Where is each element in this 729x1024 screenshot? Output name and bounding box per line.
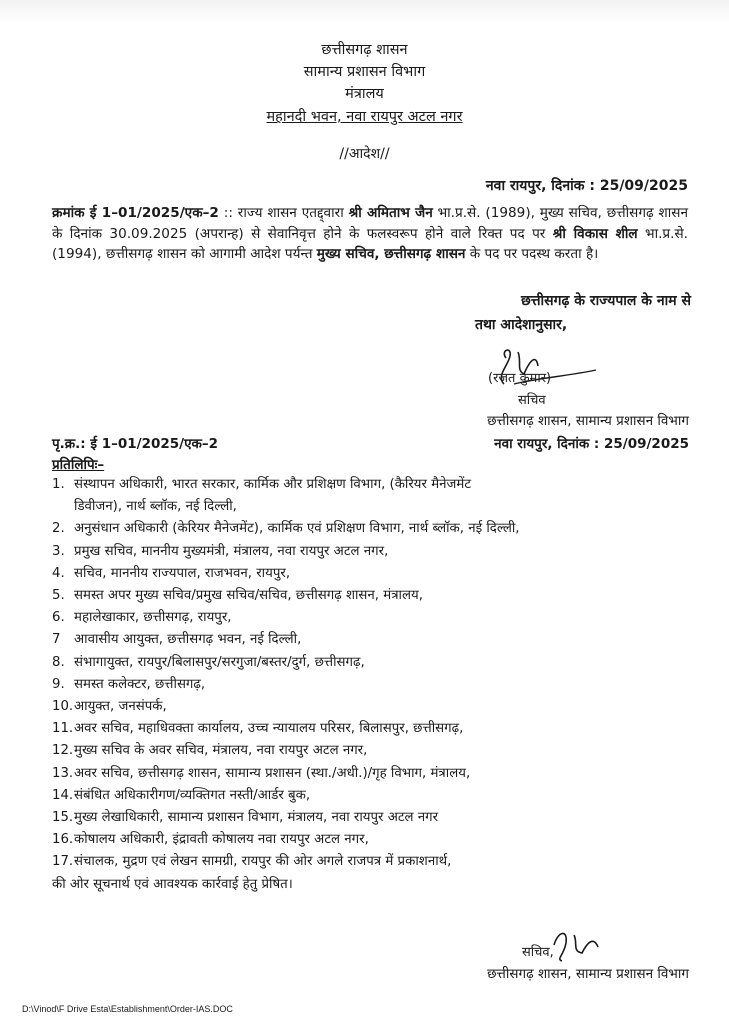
- recipient-item: 16.कोषालय अधिकारी, इंद्रावती कोषालय नवा रायपुर अटल नगर,: [52, 832, 369, 848]
- recipient-item: 17.संचालक, मुद्रण एवं लेखन सामग्री, रायपुर की ओर अगले राजपत्र में प्रकाशनार्थ,: [52, 854, 452, 870]
- governor-line-2: तथा आदेशानुसार,: [475, 317, 568, 333]
- recipient-item: 3. प्रमुख सचिव, माननीय मुख्यमंत्री, मंत्रालय, नवा रायपुर अटल नगर,: [52, 543, 389, 559]
- recipient-list: [52, 474, 702, 896]
- recipient-item-continuation: डिवीजन), नार्थ ब्लॉक, नई दिल्ली,: [74, 499, 237, 515]
- order-text-b: भा.प्र.से. (1989), मुख्य सचिव, छत्तीसगढ़ शासन के दिनांक 30.09.2025 (अपरान्ह) से सेवानिवृत्त होने के फलस्वरूप होने वाले रिक्त पद पर: [52, 205, 688, 242]
- order-place-date: नवा रायपुर, दिनांक : 25/09/2025: [485, 178, 688, 194]
- recipient-item: 5. समस्त अपर मुख्य सचिव/प्रमुख सचिव/सचिव, छत्तीसगढ़ शासन, मंत्रालय,: [52, 588, 423, 604]
- signatory-name: (रजत कुमार): [488, 371, 552, 386]
- recipient-item: 4. सचिव, माननीय राज्यपाल, राजभवन, रायपुर,: [52, 565, 291, 581]
- recipient-item: 10.आयुक्त, जनसंपर्क,: [52, 699, 167, 715]
- recipient-item: 2. अनुसंधान अधिकारी (केरियर मैनेजमेंट), कार्मिक एवं प्रशिक्षण विभाग, नार्थ ब्लॉक, नई दिल्ली,: [52, 521, 520, 537]
- officer-name-retiring: श्री अमिताभ जैन: [348, 205, 433, 221]
- signature-mark-2: [548, 925, 618, 965]
- signatory2-designation: सचिव,: [522, 945, 554, 960]
- closing-line: की ओर सूचनार्थ एवं आवश्यक कार्रवाई हेतु प्रेषित।: [52, 876, 293, 892]
- signatory-designation: सचिव: [518, 393, 546, 408]
- order-text-a: :: राज्य शासन एतद्द्वारा: [218, 205, 349, 221]
- order-body: [52, 203, 688, 265]
- file-path-footer: D:\Vinod\F Drive Esta\Establishment\Order-IAS.DOC: [22, 1004, 233, 1014]
- governor-line-1: छत्तीसगढ़ के राज्यपाल के नाम से: [521, 293, 691, 309]
- order-number: क्रमांक ई 1–01/2025/एक–2: [52, 205, 219, 221]
- signatory2-department: छत्तीसगढ़ शासन, सामान्य प्रशासन विभाग: [487, 966, 689, 982]
- recipient-item: 8. संभागायुक्त, रायपुर/बिलासपुर/सरगुजा/बस्तर/दुर्ग, छत्तीसगढ़,: [52, 654, 365, 670]
- post-title: मुख्य सचिव, छत्तीसगढ़ शासन: [316, 246, 466, 262]
- recipient-item: 9. समस्त कलेक्टर, छत्तीसगढ़,: [52, 676, 206, 692]
- order-text-c: भा.प्र.से. (1994), छत्तीसगढ़ शासन को आगामी आदेश पर्यन्त: [52, 225, 688, 262]
- recipient-item: 15.मुख्य लेखाधिकारी, सामान्य प्रशासन विभाग, मंत्रालय, नवा रायपुर अटल नगर: [52, 810, 439, 826]
- scan-top-strip: [0, 0, 729, 22]
- signatory-department: छत्तीसगढ़ शासन, सामान्य प्रशासन विभाग: [487, 413, 689, 429]
- header-address: महानदी भवन, नवा रायपुर अटल नगर: [266, 109, 463, 125]
- endorsement-place-date: नवा रायपुर, दिनांक : 25/09/2025: [494, 436, 689, 452]
- header-department: सामान्य प्रशासन विभाग: [303, 64, 426, 80]
- recipient-item: 11.अवर सचिव, महाधिवक्ता कार्यालय, उच्च न्यायालय परिसर, बिलासपुर, छत्तीसगढ़,: [52, 721, 464, 737]
- copy-heading: प्रतिलिपिः–: [52, 457, 105, 473]
- endorsement-number: पृ.क्र.: ई 1–01/2025/एक–2: [52, 436, 219, 452]
- recipient-item: 14.संबंधित अधिकारीगण/व्यक्तिगत नस्ती/आर्डर बुक,: [52, 787, 311, 803]
- order-text-d: के पद पर पदस्थ करता है।: [465, 246, 599, 262]
- recipient-item: 12.मुख्य सचिव के अवर सचिव, मंत्रालय, नवा रायपुर अटल नगर,: [52, 743, 368, 759]
- header-government: छत्तीसगढ़ शासन: [321, 42, 408, 58]
- officer-name-appointed: श्री विकास शील: [552, 225, 638, 242]
- recipient-item: 6. महालेखाकार, छत्तीसगढ़, रायपुर,: [52, 610, 232, 626]
- header-ministry: मंत्रालय: [345, 86, 384, 102]
- order-title: //आदेश//: [339, 146, 390, 162]
- recipient-item: 13.अवर सचिव, छत्तीसगढ़ शासन, सामान्य प्रशासन (स्था./अधी.)/गृह विभाग, मंत्रालय,: [52, 765, 471, 781]
- recipient-item: 1. संस्थापन अधिकारी, भारत सरकार, कार्मिक और प्रशिक्षण विभाग, (कैरियर मैनेजमेंट: [52, 477, 472, 492]
- recipient-item: 7 आवासीय आयुक्त, छत्तीसगढ़ भवन, नई दिल्ली,: [52, 632, 302, 648]
